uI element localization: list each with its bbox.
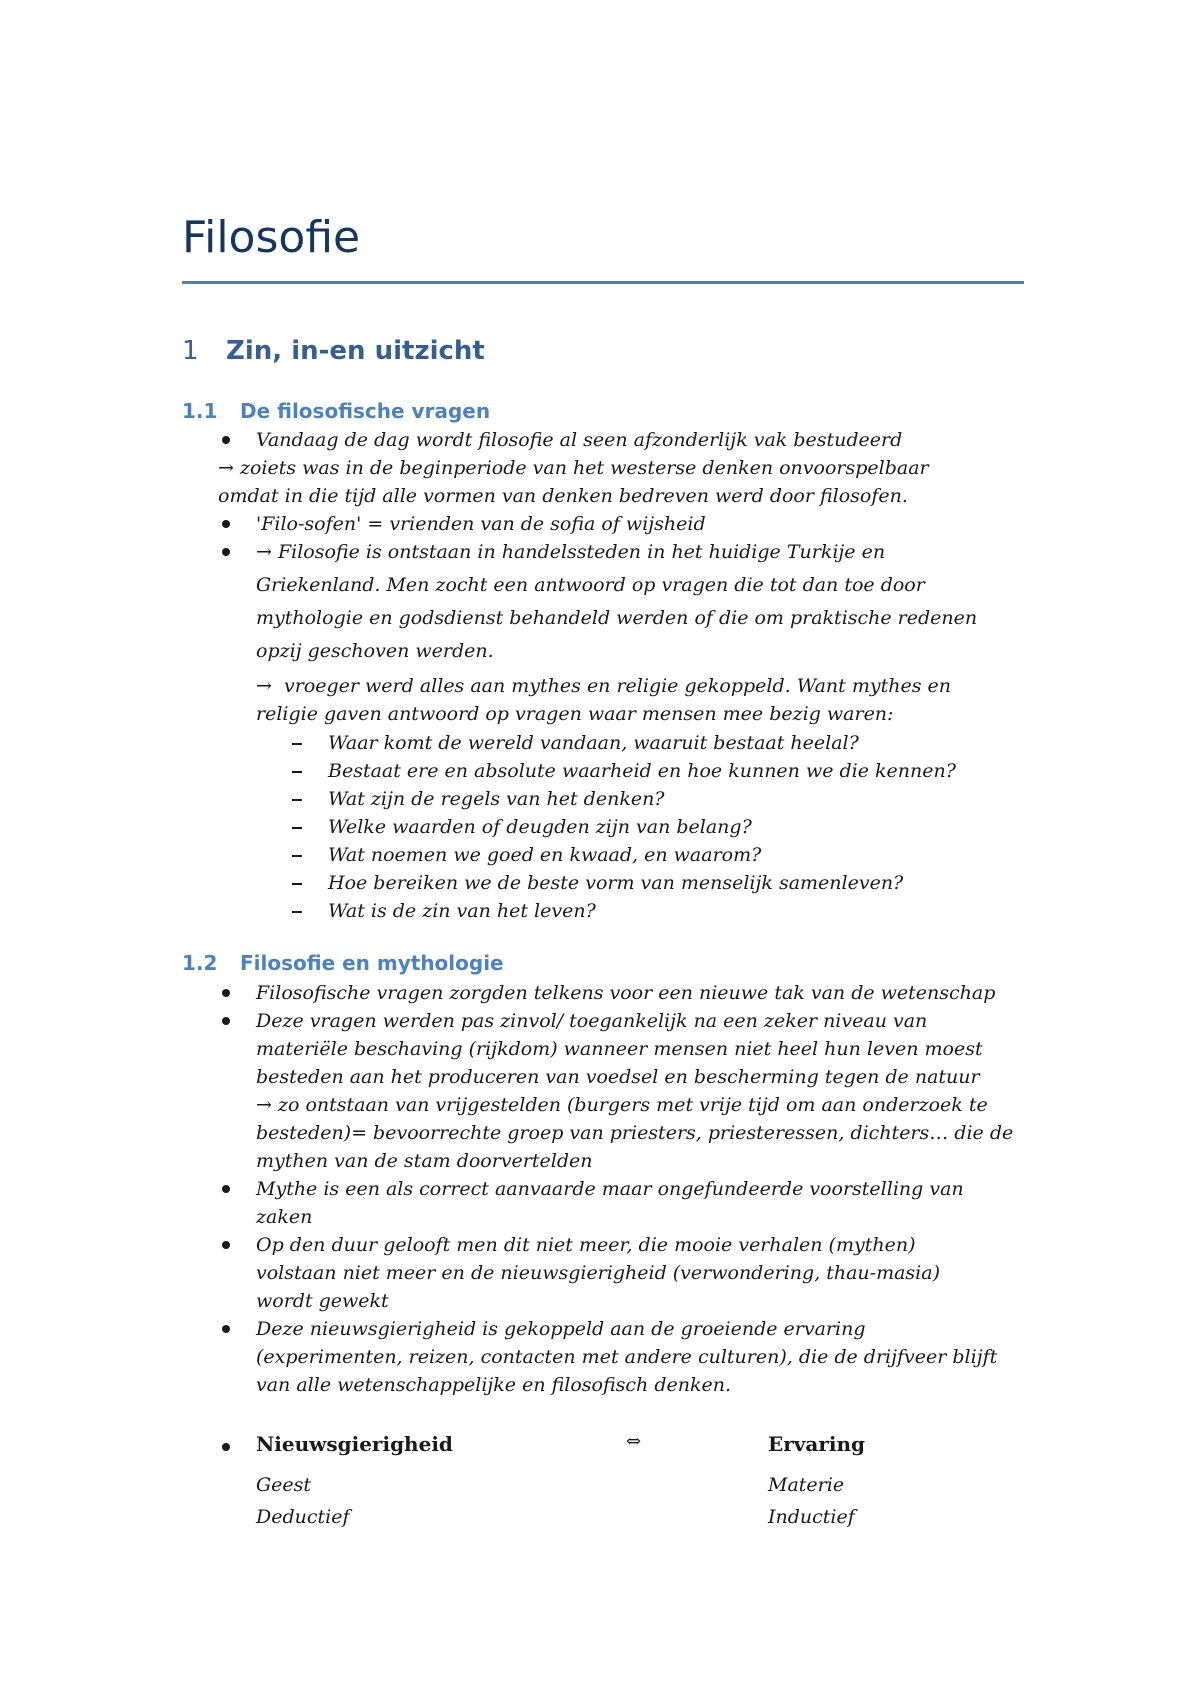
section-heading-1-2: [182, 951, 504, 975]
paragraph-line: → vroeger werd alles aan mythes en religie gekoppeld. Want mythes en: [256, 675, 951, 697]
comparison-left-header: Nieuwsgierigheid: [256, 1432, 453, 1456]
dash-icon: [292, 855, 302, 857]
paragraph-line: Mythe is een als correct aanvaarde maar ongefundeerde voorstelling van: [256, 1178, 964, 1200]
list-item: Welke waarden of deugden zijn van belang?: [328, 816, 752, 838]
bullet-icon: [222, 436, 230, 444]
list-item: Wat noemen we goed en kwaad, en waarom?: [328, 844, 762, 866]
comparison-right-item: Inductief: [768, 1506, 855, 1528]
paragraph-line: besteden)= bevoorrechte groep van priesters, priesteressen, dichters… die de: [256, 1122, 1014, 1144]
paragraph-line: Deze nieuwsgierigheid is gekoppeld aan de groeiende ervaring: [256, 1318, 866, 1340]
list-item: Waar komt de wereld vandaan, waaruit bestaat heelal?: [328, 732, 859, 754]
paragraph-line: Filosofische vragen zorgden telkens voor een nieuwe tak van de wetenschap: [256, 982, 996, 1004]
list-item: Bestaat ere en absolute waarheid en hoe kunnen we die kennen?: [328, 760, 956, 782]
paragraph-line: Deze vragen werden pas zinvol/ toegankelijk na een zeker niveau van: [256, 1010, 928, 1032]
dash-icon: [292, 911, 302, 913]
dash-icon: [292, 799, 302, 801]
bullet-icon: [222, 520, 230, 528]
paragraph-line: Op den duur gelooft men dit niet meer, die mooie verhalen (mythen): [256, 1234, 916, 1256]
list-item: Hoe bereiken we de beste vorm van menselijk samenleven?: [328, 872, 904, 894]
paragraph-line: (experimenten, reizen, contacten met andere culturen), die de drijfveer blijft: [256, 1346, 998, 1368]
paragraph-line: 'Filo-sofen' = vrienden van de sofia of wijsheid: [256, 513, 706, 535]
comparison-left-item: Geest: [256, 1474, 312, 1496]
comparison-right-item: Materie: [768, 1474, 845, 1496]
paragraph-line: mythologie en godsdienst behandeld werden of die om praktische redenen: [256, 607, 978, 629]
bullet-icon: [222, 1185, 230, 1193]
arrow-icon: →: [218, 457, 234, 479]
dash-icon: [292, 883, 302, 885]
paragraph-line: zaken: [256, 1206, 313, 1228]
double-arrow-icon: ⇔: [626, 1431, 642, 1452]
paragraph-line: omdat in die tijd alle vormen van denken bedreven werd door filosofen.: [218, 485, 908, 507]
paragraph-line: mythen van de stam doorvertelden: [256, 1150, 593, 1172]
paragraph-line: wordt gewekt: [256, 1290, 389, 1312]
title-underline: [182, 281, 1024, 284]
arrow-icon: →: [256, 1094, 272, 1116]
list-item: Wat zijn de regels van het denken?: [328, 788, 665, 810]
section-number: 1.2: [182, 951, 218, 975]
dash-icon: [292, 771, 302, 773]
chapter-number: 1: [182, 336, 199, 366]
section-title: De filosofische vragen: [240, 399, 491, 423]
bullet-icon: [222, 1443, 230, 1451]
bullet-icon: [222, 1325, 230, 1333]
paragraph-line: opzij geschoven werden.: [256, 640, 494, 662]
arrow-icon: →: [256, 675, 272, 697]
paragraph-line: religie gaven antwoord op vragen waar mensen mee bezig waren:: [256, 703, 894, 725]
section-title: Filosofie en mythologie: [240, 951, 504, 975]
comparison-right-header: Ervaring: [768, 1432, 866, 1456]
dash-icon: [292, 827, 302, 829]
paragraph-line: → Filosofie is ontstaan in handelssteden in het huidige Turkije en: [256, 541, 886, 563]
paragraph-line: van alle wetenschappelijke en filosofisch denken.: [256, 1374, 732, 1396]
bullet-icon: [222, 1241, 230, 1249]
paragraph-line: besteden aan het produceren van voedsel en bescherming tegen de natuur: [256, 1066, 980, 1088]
paragraph-line: → zo ontstaan van vrijgestelden (burgers met vrije tijd om aan onderzoek te: [256, 1094, 988, 1116]
document-title: Filosofie: [182, 212, 361, 263]
section-heading-1-1: [182, 399, 490, 423]
paragraph-line: materiële beschaving (rijkdom) wanneer mensen niet heel hun leven moest: [256, 1038, 983, 1060]
section-number: 1.1: [182, 399, 218, 423]
bullet-icon: [222, 1017, 230, 1025]
comparison-left-item: Deductief: [256, 1506, 350, 1528]
bullet-icon: [222, 548, 230, 556]
paragraph-line: Vandaag de dag wordt filosofie al seen afzonderlijk vak bestudeerd: [256, 429, 903, 451]
paragraph-line: Griekenland. Men zocht een antwoord op vragen die tot dan toe door: [256, 574, 925, 596]
bullet-icon: [222, 989, 230, 997]
dash-icon: [292, 743, 302, 745]
chapter-heading: [182, 336, 485, 366]
arrow-icon: →: [256, 541, 272, 563]
paragraph-line: → zoiets was in de beginperiode van het westerse denken onvoorspelbaar: [218, 457, 929, 479]
chapter-title: Zin, in-en uitzicht: [226, 336, 485, 366]
paragraph-line: volstaan niet meer en de nieuwsgierigheid (verwondering, thau-masia): [256, 1262, 940, 1284]
list-item: Wat is de zin van het leven?: [328, 900, 596, 922]
